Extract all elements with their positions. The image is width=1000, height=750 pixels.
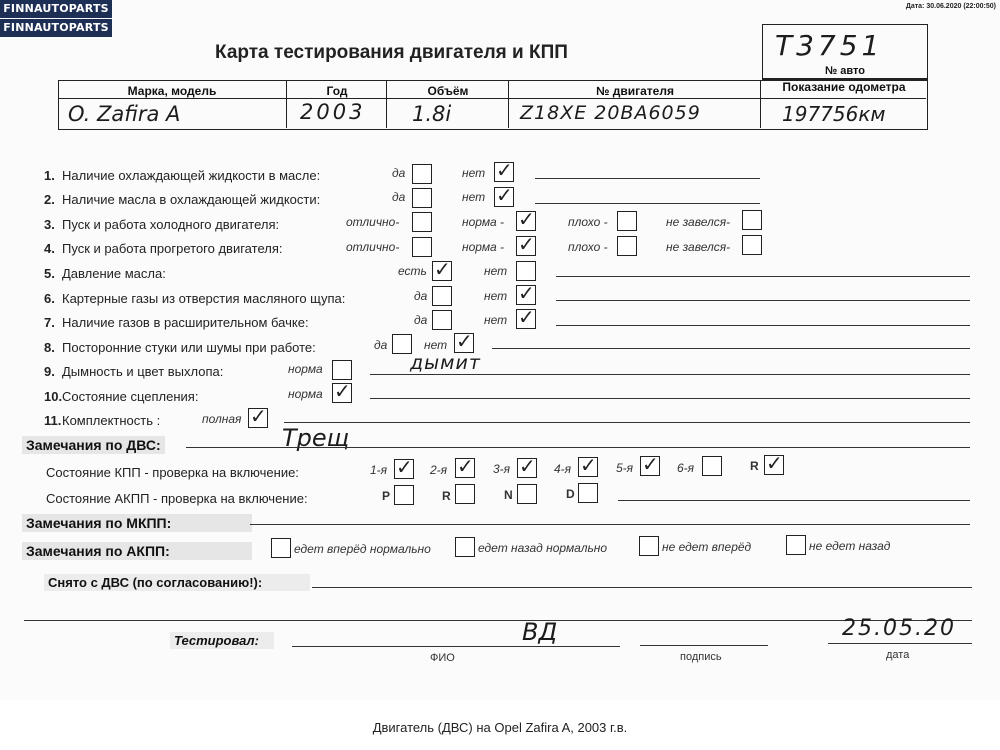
value-odometer: 197756км <box>782 102 886 126</box>
removed-from-engine-label: Снято с ДВС (по согласованию!): <box>44 574 310 591</box>
akpp-d-checkbox[interactable] <box>578 483 598 503</box>
answer-line <box>492 348 970 349</box>
col-divider <box>386 80 387 128</box>
answer-line <box>370 374 970 375</box>
form-title: Карта тестирования двигателя и КПП <box>215 42 568 63</box>
signature-label: подпись <box>680 651 722 663</box>
akpp-r-label: R <box>442 489 451 503</box>
header-make: Марка, модель <box>127 84 217 98</box>
q2-net-checkbox[interactable] <box>494 187 514 207</box>
q8-da-checkbox[interactable] <box>392 334 412 354</box>
q11-polnaya-checkbox[interactable] <box>248 408 268 428</box>
question-7: 7. Наличие газов в расширительном бачке: <box>44 315 309 330</box>
option-est-label: есть <box>398 264 427 278</box>
q10-norma-checkbox[interactable] <box>332 383 352 403</box>
answer-line <box>556 276 970 277</box>
q2-da-checkbox[interactable] <box>412 188 432 208</box>
option-net-label: нет <box>484 313 508 327</box>
akpp-n-label: N <box>504 488 513 502</box>
gear-6-checkbox[interactable] <box>702 456 722 476</box>
q6-da-checkbox[interactable] <box>432 286 452 306</box>
answer-line <box>312 587 972 588</box>
akpp-backward-ok-checkbox[interactable] <box>455 537 475 557</box>
value-make: O. Zafira A <box>68 102 181 126</box>
option-net-label: нет <box>462 166 486 180</box>
mkpp-remarks-label: Замечания по МКПП: <box>22 514 252 532</box>
q4-norma-checkbox[interactable] <box>516 236 536 256</box>
q8-net-checkbox[interactable] <box>454 333 474 353</box>
question-2: 2. Наличие масла в охлаждающей жидкости: <box>44 192 321 207</box>
value-engine-no: Z18XE 20BA6059 <box>520 102 701 124</box>
value-volume: 1.8i <box>412 102 452 126</box>
akpp-n-checkbox[interactable] <box>517 484 537 504</box>
answer-line <box>556 325 970 326</box>
gear-4-label: 4-я <box>554 462 572 476</box>
col-divider <box>760 80 761 128</box>
answer-line <box>535 203 760 204</box>
q6-net-checkbox[interactable] <box>516 285 536 305</box>
option-da-label: да <box>414 313 428 327</box>
question-8: 8. Посторонние стуки или шумы при работе: <box>44 340 316 355</box>
image-caption: Двигатель (ДВС) на Opel Zafira A, 2003 г.в. <box>372 720 628 735</box>
akpp-forward-ok-label: едет вперёд нормально <box>294 542 431 556</box>
answer-line <box>370 398 970 399</box>
car-number-value: Т3751 <box>775 29 884 62</box>
q7-net-checkbox[interactable] <box>516 309 536 329</box>
option-polnaya-label: полная <box>202 412 242 426</box>
akpp-r-checkbox[interactable] <box>455 484 475 504</box>
kpp-check-label: Состояние КПП - проверка на включение: <box>46 465 299 480</box>
gear-5-checkbox[interactable] <box>640 456 660 476</box>
col-divider <box>508 80 509 128</box>
q1-da-checkbox[interactable] <box>412 164 432 184</box>
gear-3-checkbox[interactable] <box>517 458 537 478</box>
date-label: дата <box>886 649 910 661</box>
akpp-no-forward-label: не едет вперёд <box>662 540 752 554</box>
akpp-backward-ok-label: едет назад нормально <box>478 541 608 555</box>
car-number-label: № авто <box>762 64 928 79</box>
answer-line <box>556 300 970 301</box>
header-engine-no: № двигателя <box>596 84 674 98</box>
gear-6-label: 6-я <box>677 461 695 475</box>
option-da-label: да <box>414 289 428 303</box>
gear-2-checkbox[interactable] <box>455 458 475 478</box>
q5-net-checkbox[interactable] <box>516 261 536 281</box>
value-year: 2003 <box>300 100 366 124</box>
dvs-remarks-handwritten: Трещ <box>282 424 350 452</box>
gear-r-checkbox[interactable] <box>764 455 784 475</box>
option-da-label: да <box>374 338 388 352</box>
question-5: 5. Давление масла: <box>44 266 166 281</box>
answer-line <box>250 524 970 525</box>
gear-3-label: 3-я <box>493 462 511 476</box>
question-9: 9. Дымность и цвет выхлопа: <box>44 364 224 379</box>
option-norma-label: норма - <box>462 240 505 254</box>
question-1: 1. Наличие охлаждающей жидкости в масле: <box>44 168 321 183</box>
answer-line <box>24 620 972 621</box>
akpp-check-label: Состояние АКПП - проверка на включение: <box>46 491 308 506</box>
option-ne-zavelsya-label: не завелся- <box>666 215 731 229</box>
gear-2-label: 2-я <box>430 463 448 477</box>
q5-est-checkbox[interactable] <box>432 261 452 281</box>
akpp-no-forward-checkbox[interactable] <box>639 536 659 556</box>
question-3: 3. Пуск и работа холодного двигателя: <box>44 217 280 232</box>
option-norma-label: норма <box>288 362 323 376</box>
option-net-label: нет <box>424 338 448 352</box>
option-net-label: нет <box>462 190 486 204</box>
option-norma-label: норма <box>288 387 323 401</box>
fio-line <box>292 646 620 647</box>
question-4: 4. Пуск и работа прогретого двигателя: <box>44 241 283 256</box>
gear-1-checkbox[interactable] <box>394 459 414 479</box>
answer-line <box>186 447 970 448</box>
akpp-p-label: P <box>382 489 391 503</box>
option-net-label: нет <box>484 289 508 303</box>
question-10: 10.Состояние сцепления: <box>44 389 199 404</box>
q9-norma-checkbox[interactable] <box>332 360 352 380</box>
akpp-forward-ok-checkbox[interactable] <box>271 538 291 558</box>
q7-da-checkbox[interactable] <box>432 310 452 330</box>
akpp-d-label: D <box>566 487 575 501</box>
gear-r-label: R <box>750 459 759 473</box>
q3-norma-checkbox[interactable] <box>516 211 536 231</box>
gear-1-label: 1-я <box>370 463 388 477</box>
answer-line <box>284 422 970 423</box>
fio-label: ФИО <box>430 652 455 664</box>
header-divider <box>58 98 926 99</box>
q3-otlichno-checkbox[interactable] <box>412 212 432 232</box>
answer-line <box>535 178 760 179</box>
date-stamp: Дата: 30.06.2020 (22:00:50) <box>905 3 996 10</box>
akpp-no-backward-checkbox[interactable] <box>786 535 806 555</box>
option-ploho-label: плохо - <box>568 240 608 254</box>
option-da-label: да <box>392 190 406 204</box>
q3-ploho-checkbox[interactable] <box>617 211 637 231</box>
answer-line <box>618 500 970 501</box>
dvs-remarks-label: Замечания по ДВС: <box>22 436 165 454</box>
gear-4-checkbox[interactable] <box>578 457 598 477</box>
akpp-no-backward-label: не едет назад <box>809 539 891 553</box>
signature-line <box>640 645 768 646</box>
option-ploho-label: плохо - <box>568 215 608 229</box>
option-ne-zavelsya-label: не завелся- <box>666 240 731 254</box>
q3-ne-zavelsya-checkbox[interactable] <box>742 210 762 230</box>
akpp-remarks-label: Замечания по АКПП: <box>22 542 252 560</box>
question-6: 6. Картерные газы из отверстия масляного щупа: <box>44 291 346 306</box>
watermark-logo: FINNAUTOPARTS <box>0 19 112 37</box>
option-otlichno-label: отлично- <box>346 215 400 229</box>
signature-value: ВД <box>522 618 558 646</box>
akpp-p-checkbox[interactable] <box>394 485 414 505</box>
gear-5-label: 5-я <box>616 461 634 475</box>
option-otlichno-label: отлично- <box>346 240 400 254</box>
q1-net-checkbox[interactable] <box>494 162 514 182</box>
header-volume: Объём <box>427 84 469 98</box>
date-value: 25.05.20 <box>842 616 956 641</box>
option-norma-label: норма - <box>462 215 505 229</box>
q4-ne-zavelsya-checkbox[interactable] <box>742 235 762 255</box>
watermark-logo: FINNAUTOPARTS <box>0 0 112 18</box>
header-odometer: Показание одометра <box>782 80 906 94</box>
header-year: Год <box>326 84 348 98</box>
q4-otlichno-checkbox[interactable] <box>412 237 432 257</box>
col-divider <box>286 80 287 128</box>
option-net-label: нет <box>484 264 508 278</box>
tested-by-label: Тестировал: <box>170 632 274 649</box>
q9-handwritten-note: дымит <box>410 352 481 374</box>
question-11: 11.Комплектность : <box>44 413 161 428</box>
option-da-label: да <box>392 166 406 180</box>
date-line <box>828 643 972 644</box>
q4-ploho-checkbox[interactable] <box>617 236 637 256</box>
